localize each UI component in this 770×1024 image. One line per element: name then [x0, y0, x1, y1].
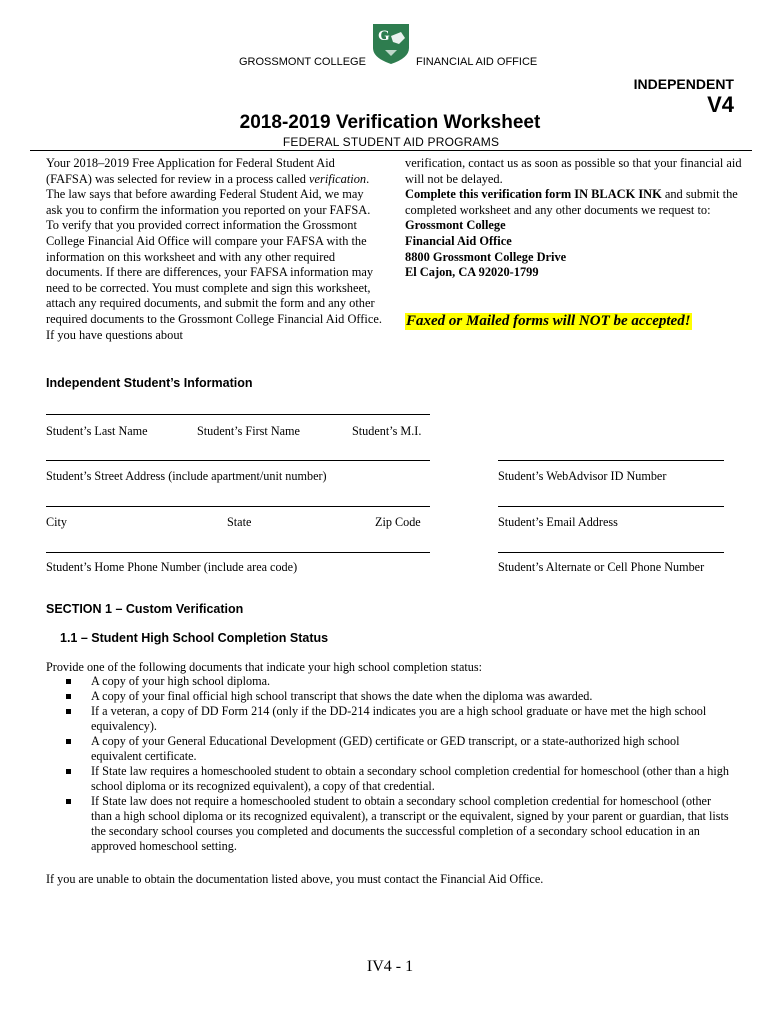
intro-text-part: verification, contact us as soon as possible so that your financial aid will not be delayed. [405, 156, 742, 186]
state-label: State [227, 515, 252, 529]
city-label: City [46, 515, 67, 529]
webadvisor-input-line[interactable] [498, 460, 724, 461]
logo-letter: G [378, 28, 390, 44]
address-line: Financial Aid Office [405, 233, 512, 248]
home-phone-label: Student’s Home Phone Number (include area code) [46, 560, 298, 574]
zip-label: Zip Code [375, 515, 421, 529]
first-name-label: Student’s First Name [197, 424, 300, 438]
name-input-line[interactable] [46, 414, 430, 415]
section1-1-heading: 1.1 – Student High School Completion Status [60, 631, 329, 645]
mi-label: Student’s M.I. [352, 424, 422, 438]
address-line: Grossmont College [405, 218, 506, 233]
email-label: Student’s Email Address [498, 515, 618, 529]
bullet-icon [66, 694, 71, 699]
section1-instructions: Provide one of the following documents that indicate your high school completion status: [46, 660, 482, 674]
fax-warning: Faxed or Mailed forms will NOT be accepted! [406, 313, 691, 329]
intro-italic-term: verification [309, 171, 367, 186]
document-option: If State law requires a homeschooled student to obtain a secondary school completion credential for homeschool (other than a high school diploma or its recognized equivalent), a copy of that credential. [91, 764, 729, 793]
document-option: If a veteran, a copy of DD Form 214 (only if the DD-214 indicates you are a high school graduate or have met the high school equivalency). [91, 704, 707, 733]
document-option: A copy of your General Educational Development (GED) certificate or GED transcript, or a state-authorized high school equivalent certificate. [91, 734, 680, 763]
college-name: GROSSMONT COLLEGE [239, 56, 366, 68]
list-item [66, 674, 731, 689]
alt-phone-input-line[interactable] [498, 552, 724, 553]
list-item [66, 704, 731, 734]
page-subtitle: FEDERAL STUDENT AID PROGRAMS [30, 135, 752, 151]
black-ink-instruction: Complete this verification form IN BLACK INK [405, 187, 662, 202]
intro-right-text [405, 156, 745, 281]
student-info-heading: Independent Student’s Information [46, 376, 253, 390]
status-label: INDEPENDENT [633, 76, 734, 92]
bullet-icon [66, 799, 71, 804]
section1-heading: SECTION 1 – Custom Verification [46, 602, 244, 616]
address-line: 8800 Grossmont College Drive [405, 249, 567, 264]
office-name: FINANCIAL AID OFFICE [416, 56, 538, 68]
list-item [66, 794, 731, 854]
version-label: V4 [707, 92, 734, 117]
list-item [66, 689, 731, 704]
last-name-label: Student’s Last Name [46, 424, 148, 438]
intro-text-part: and submit the completed worksheet and any other documents we request to: [405, 187, 738, 217]
documents-list [66, 674, 731, 854]
street-label: Student’s Street Address (include apartment/unit number) [46, 469, 327, 483]
college-logo [371, 22, 411, 66]
list-item [66, 764, 731, 794]
section1-footer-note: If you are unable to obtain the documentation listed above, you must contact the Financial Aid Office. [46, 872, 544, 886]
email-input-line[interactable] [498, 506, 724, 507]
bullet-icon [66, 769, 71, 774]
alt-phone-label: Student’s Alternate or Cell Phone Number [498, 560, 705, 574]
page-title: 2018-2019 Verification Worksheet [239, 112, 541, 133]
bullet-icon [66, 709, 71, 714]
address-line: El Cajon, CA 92020-1799 [405, 265, 539, 280]
document-option: A copy of your high school diploma. [91, 674, 271, 688]
list-item [66, 734, 731, 764]
bullet-icon [66, 739, 71, 744]
intro-left-text [46, 156, 382, 343]
page-number: IV4 - 1 [366, 958, 414, 975]
street-input-line[interactable] [46, 460, 430, 461]
intro-text-part: . The law says that before awarding Federal Student Aid, we may ask you to confirm the information you reported on your FAFSA. To verify that you provided correct information the Grossmont College Financial Aid Office will compare your FAFSA with the information on this worksheet and with any other required documents. If there are differences, your FAFSA information may need to be corrected. You must complete and sign this worksheet, attach any required documents, and submit the form and any other required documents to the Grossmont College Financial Aid Office. If you have questions about [46, 171, 382, 342]
bullet-icon [66, 679, 71, 684]
intro-text-part: Your 2018–2019 Free Application for Federal Student Aid (FAFSA) was selected for review in a process called [46, 156, 335, 186]
document-option: A copy of your final official high school transcript that shows the date when the diploma was awarded. [91, 689, 593, 703]
document-option: If State law does not require a homeschooled student to obtain a secondary school completion credential for homeschool (other than a high school diploma or its recognized equivalent), a transcript or the equivalent, signed by your parent or guardian, that lists the secondary school courses you completed and documents the successful completion of a secondary school education in an approved homeschool setting. [91, 794, 729, 853]
city-state-zip-input-line[interactable] [46, 506, 430, 507]
webadvisor-label: Student’s WebAdvisor ID Number [498, 469, 667, 483]
home-phone-input-line[interactable] [46, 552, 430, 553]
